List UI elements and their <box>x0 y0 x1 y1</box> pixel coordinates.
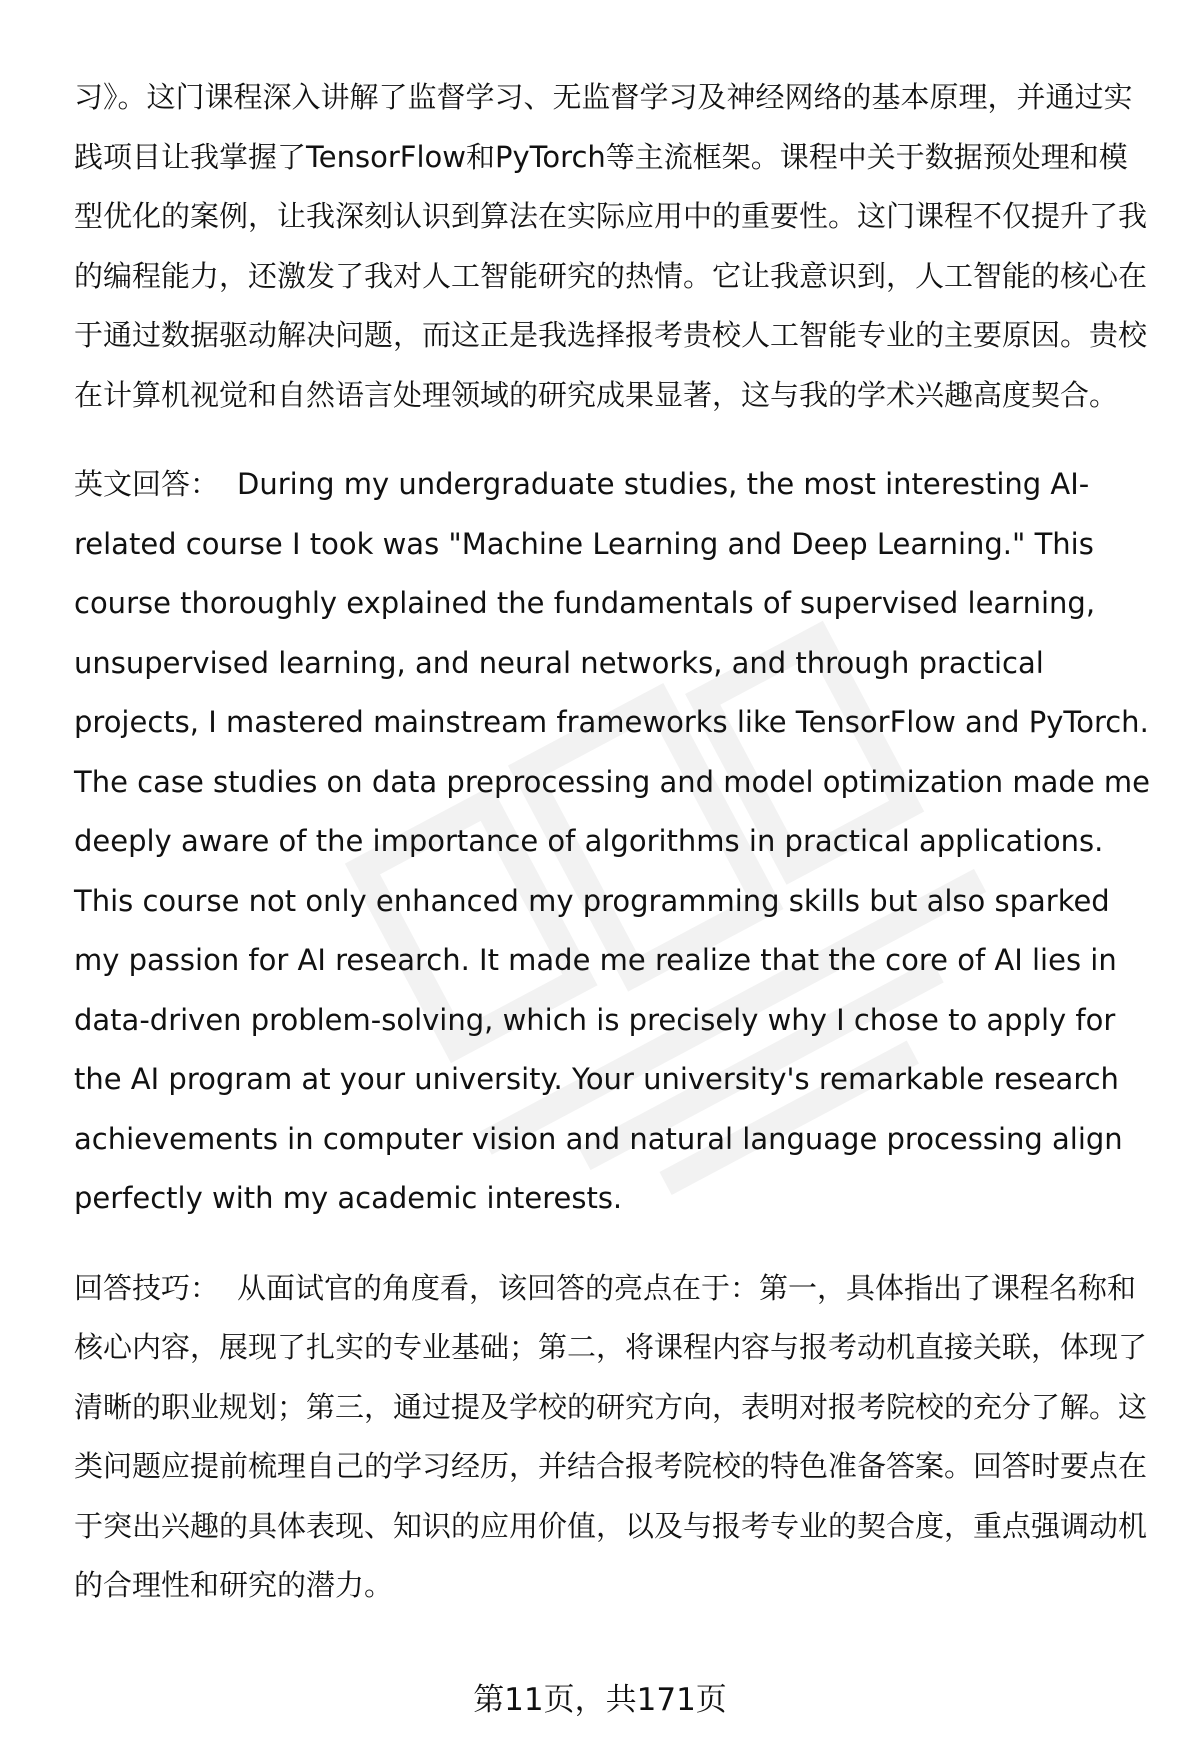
english-answer-label: 英文回答： <box>74 467 220 501</box>
document-body <box>74 68 1154 1616</box>
answer-tips-text: 从面试官的角度看，该回答的亮点在于：第一，具体指出了课程名称和核心内容，展现了扎实的专业基础；第二，将课程内容与报考动机直接关联，体现了清晰的职业规划；第三，通过提及学校的研究方向，表明对报考院校的充分了解。这类问题应提前梳理自己的学习经历，并结合报考院校的特色准备答案。回答时要点在于突出兴趣的具体表现、知识的应用价值，以及与报考专业的契合度，重点强调动机的合理性和研究的潜力。 <box>74 1270 1148 1602</box>
page-footer: 第11页，共171页 <box>473 1682 727 1718</box>
english-answer-text: During my undergraduate studies, the most interesting AI-related course I took was "Machine Learning and Deep Learning." This course thoroughly explained the fundamentals of supervised learning, unsupervised learning, and neural networks, and through practical projects, I mastered mainstream frameworks like TensorFlow and PyTorch. The case studies on data preprocessing and model optimization made me deeply aware of the importance of algorithms in practical applications. This course not only enhanced my programming skills but also sparked my passion for AI research. It made me realize that the core of AI lies in data-driven problem-solving, which is precisely why I chose to apply for the AI program at your university. Your university's remarkable research achievements in computer vision and natural language processing align perfectly with my academic interests. <box>74 467 1150 1215</box>
english-answer-paragraph <box>74 455 1154 1229</box>
answer-tips-label: 回答技巧： <box>74 1270 220 1305</box>
answer-tips-paragraph <box>74 1259 1154 1616</box>
chinese-paragraph: 习》。这门课程深入讲解了监督学习、无监督学习及神经网络的基本原理，并通过实践项目让我掌握了TensorFlow和PyTorch等主流框架。课程中关于数据预处理和模型优化的案例，让我深刻认识到算法在实际应用中的重要性。这门课程不仅提升了我的编程能力，还激发了我对人工智能研究的热情。它让我意识到，人工智能的核心在于通过数据驱动解决问题，而这正是我选择报考贵校人工智能专业的主要原因。贵校在计算机视觉和自然语言处理领域的研究成果显著，这与我的学术兴趣高度契合。 <box>74 80 1148 412</box>
